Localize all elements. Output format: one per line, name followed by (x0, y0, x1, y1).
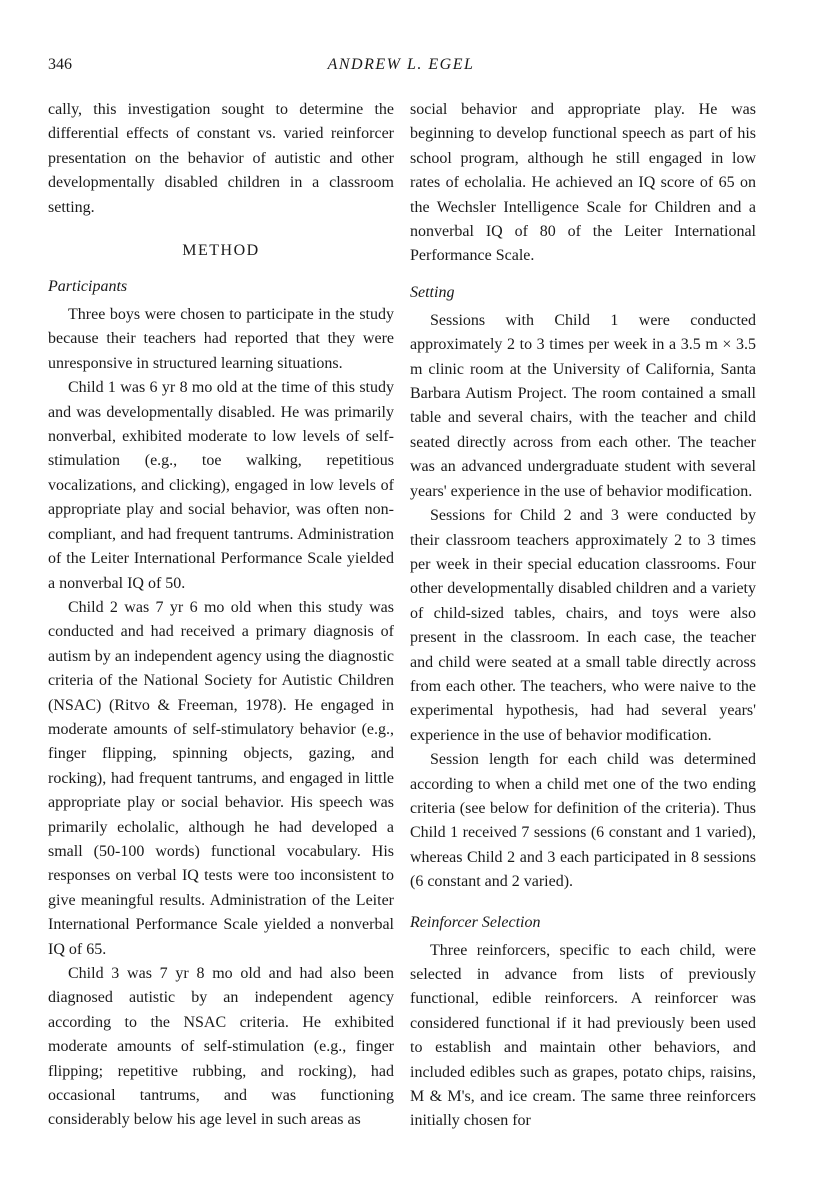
participants-paragraph: Three boys were chosen to participate in the study because their teachers had reported that they were unresponsive in structured learning situations. (48, 306, 394, 372)
setting-paragraph-3: Session length for each child was determined according to when a child met one of the two ending criteria (see below for definition of the criteria). Thus Child 1 received 7 sessions (6 constant and 1 varied), whereas Child 2 and 3 each participated in 8 sessions (6 constant and 2 varied). (410, 751, 756, 891)
participants-heading: Participants (48, 278, 128, 296)
setting-paragraph-2: Sessions for Child 2 and 3 were conducted by their classroom teachers approximately 2 to 3 times per week in their special education classrooms. Four other developmentally disabled children and a variety of child-sized tables, chairs, and toys were also present in the classroom. In each case, the teacher and child were seated at a small table directly across from each other. The teachers, who were naive to the experimental hypothesis, had had several years' experience in the use of behavior modification. (410, 507, 756, 744)
setting-heading: Setting (410, 283, 455, 301)
reinforcer-selection-heading: Reinforcer Selection (410, 913, 541, 931)
method-heading: METHOD (182, 242, 260, 260)
running-head: ANDREW L. EGEL (327, 56, 475, 73)
intro-paragraph: cally, this investigation sought to determine the differential effects of constant vs. varied reinforcer presentation on the behavior of autistic and other developmentally disabled children in a classroom setting. (48, 101, 394, 216)
child1-paragraph: Child 1 was 6 yr 8 mo old at the time of this study and was developmentally disabled. He was primarily nonverbal, exhibited moderate to low levels of self-stimulation (e.g., toe walking, repetitious vocalizations, and clicking), engaged in low levels of appropriate play and social behavior, was often non-compliant, and had frequent tantrums. Administration of the Leiter International Performance Scale yielded a nonverbal IQ of 50. (48, 379, 394, 592)
page-number: 346 (48, 56, 72, 73)
setting-paragraph-1: Sessions with Child 1 were conducted approximately 2 to 3 times per week in a 3.5 m × 3.5 m clinic room at the University of California, Santa Barbara Autism Project. The room contained a small table and several chairs, with the teacher and child seated directly across from each other. The teacher was an advanced undergraduate student with several years' experience in the use of behavior modification. (410, 311, 756, 500)
continued-paragraph: social behavior and appropriate play. He was beginning to develop functional speech as part of his school program, although he still engaged in low rates of echolalia. He achieved an IQ score of 65 on the Wechsler Intelligence Scale for Children and a nonverbal IQ of 80 of the Leiter International Performance Scale. (410, 101, 756, 265)
child2-paragraph: Child 2 was 7 yr 6 mo old when this study was conducted and had received a primary diagnosis of autism by an independent agency using the diagnostic criteria of the National Society for Autistic Children (NSAC) (Ritvo & Freeman, 1978). He engaged in moderate amounts of self-stimulatory behavior (e.g., finger flipping, spinning objects, gazing, and rocking), had frequent tantrums, and engaged in little appropriate play or social behavior. His speech was primarily echolalic, although he had developed a small (50-100 words) functional vocabulary. His responses on verbal IQ tests were too inconsistent to give meaningful results. Administration of the Leiter International Performance Scale yielded a nonverbal IQ of 65. (48, 598, 394, 958)
left-column (48, 98, 394, 1133)
reinforcer-paragraph: Three reinforcers, specific to each child, were selected in advance from lists of previously functional, edible reinforcers. A reinforcer was considered functional if it had previously been used to establish and maintain other behaviors, and included edibles such as grapes, potato chips, raisins, M & M's, and ice cream. The same three reinforcers initially chosen for (410, 941, 756, 1130)
right-column (410, 98, 756, 1134)
child3-paragraph: Child 3 was 7 yr 8 mo old and had also been diagnosed autistic by an independent agency according to the NSAC criteria. He exhibited moderate amounts of self-stimulation (e.g., finger flipping; repetitive rubbing, and rocking), had occasional tantrums, and was functioning considerably below his age level in such areas as (48, 965, 394, 1129)
page-header (48, 56, 754, 80)
